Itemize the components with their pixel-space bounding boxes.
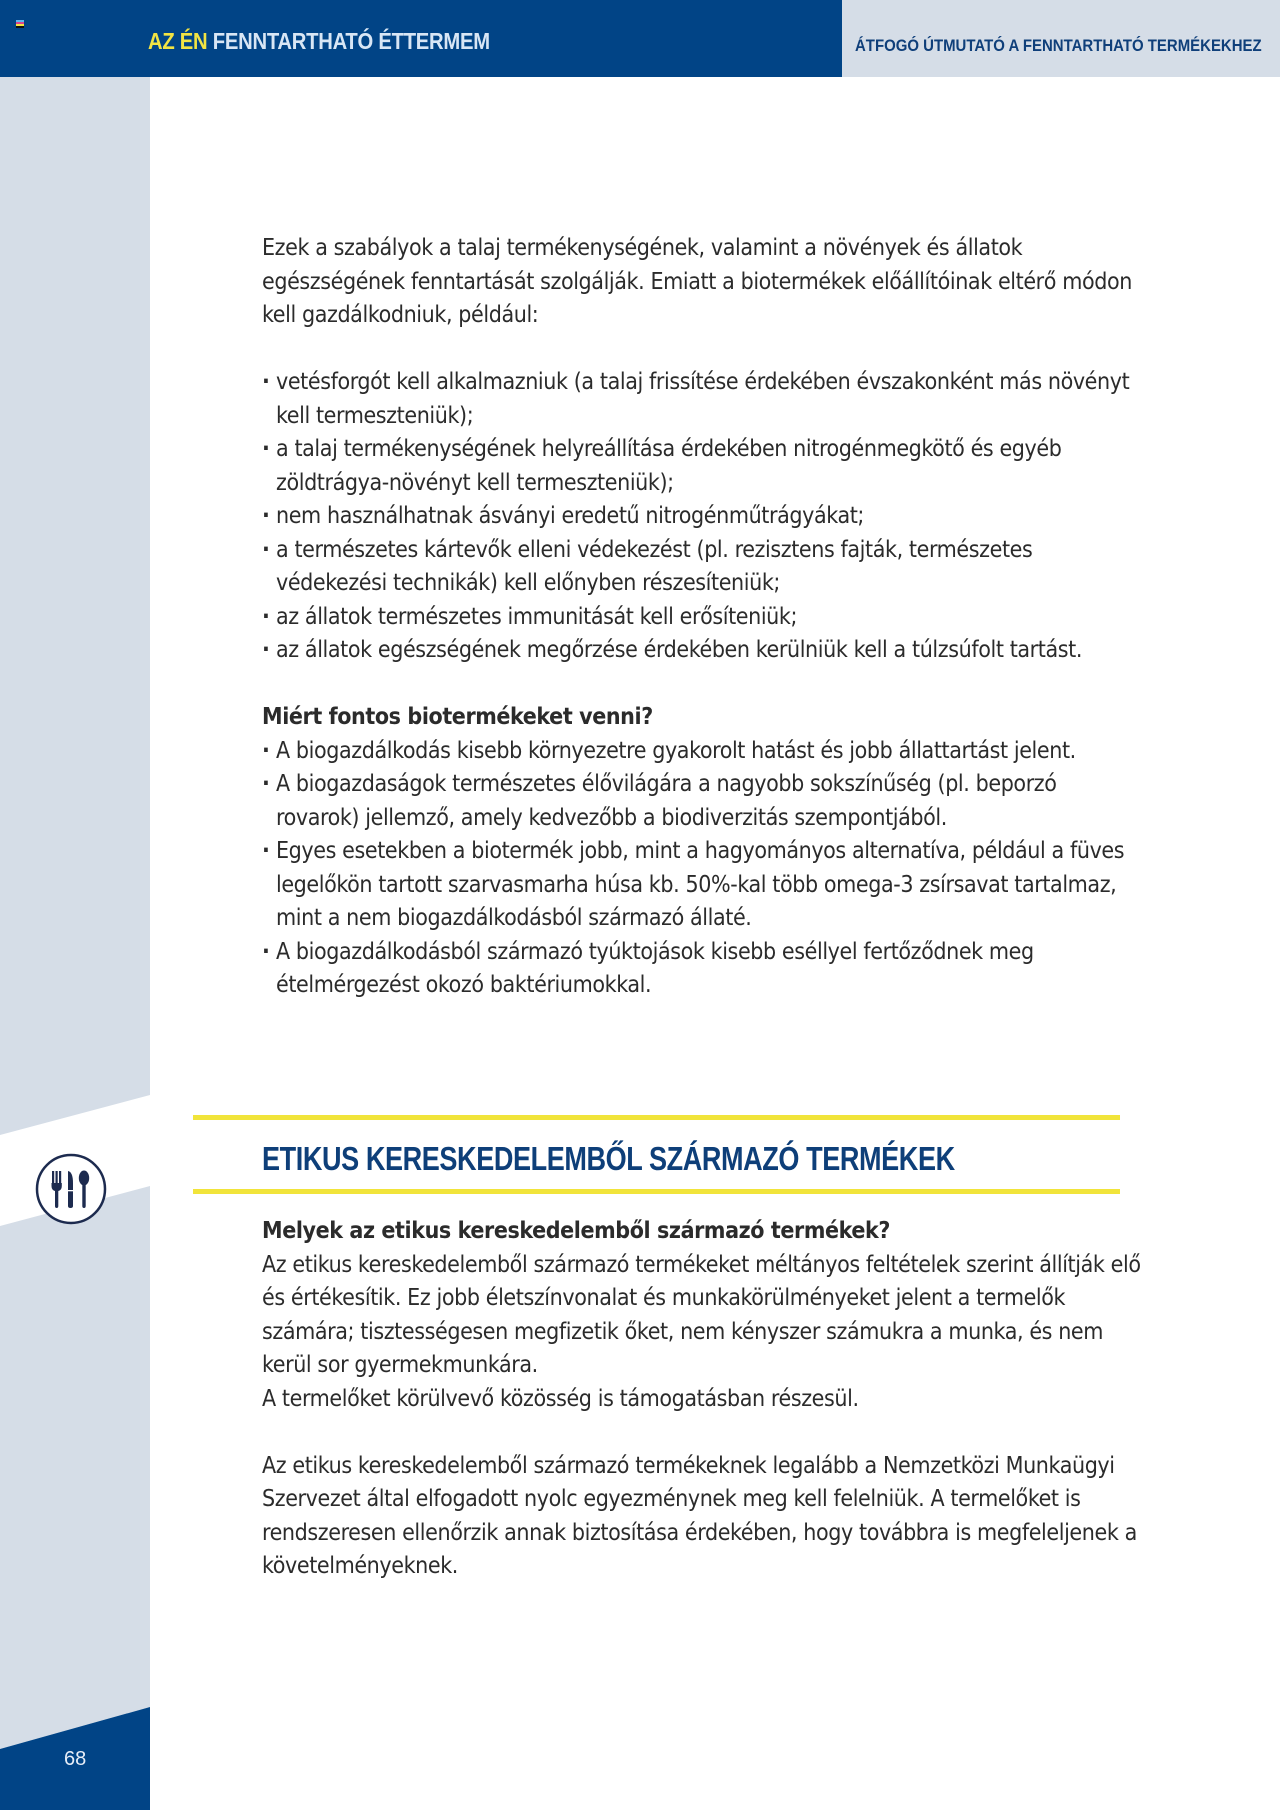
sidebar-decoration — [0, 77, 150, 1810]
publication-title — [148, 28, 490, 55]
publication-title-accent: AZ ÉN — [148, 28, 208, 54]
header-bar — [0, 0, 842, 77]
why-organic-heading: Miért fontos biotermékeket venni? — [262, 704, 653, 730]
ethical-paragraph: Az etikus kereskedelemből származó termékeknek legalább a Nemzetközi Munkaügyi Szervezet által elfogadott nyolc egyezménynek meg kell felelniük. A termelőket is rendszeresen ellenőrzik annak biztosítása érdekében, hogy továbbra is megfeleljenek a követelményeknek. — [262, 1452, 1137, 1579]
section-rule-bottom — [193, 1189, 1120, 1194]
page-number: 68 — [64, 1748, 87, 1770]
ethical-question: Melyek az etikus kereskedelemből származó termékek? — [262, 1218, 890, 1244]
why-organic-list — [262, 735, 1142, 1003]
ethical-paragraph: A termelőket körülvevő közösség is támogatásban részesül. — [262, 1385, 859, 1412]
sidebar-middle-panel — [0, 1186, 150, 1749]
intro-paragraph: Ezek a szabályok a talaj termékenységének, valamint a növények és állatok egészségének fenntartását szolgálják. Emiatt a biotermékek előállítóinak eltérő módon kell gazdálkodniuk, például: — [262, 235, 1132, 328]
list-item: · a talaj termékenységének helyreállítása érdekében nitrogénmegkötő és egyéb zöldtrágya-növényt kell termeszteniük); — [262, 433, 1142, 500]
list-item: · vetésforgót kell alkalmazniuk (a talaj frissítése érdekében évszakonként más növényt kell termeszteniük); — [262, 366, 1142, 433]
list-item: · nem használhatnak ásványi eredetű nitrogénműtrágyákat; — [262, 500, 1142, 534]
main-content — [262, 232, 1142, 1003]
list-item: · A biogazdálkodásból származó tyúktojások kisebb eséllyel fertőződnek meg ételmérgezést okozó baktériumokkal. — [262, 936, 1142, 1003]
list-item: · A biogazdálkodás kisebb környezetre gyakorolt hatást és jobb állattartást jelent. — [262, 735, 1142, 769]
list-item: · A biogazdaságok természetes élővilágára a nagyobb sokszínűség (pl. beporzó rovarok) jellemző, amely kedvezőbb a biodiverzitás szempontjából. — [262, 768, 1142, 835]
ethical-section-content — [262, 1215, 1142, 1584]
section-title: ETIKUS KERESKEDELEMBŐL SZÁRMAZÓ TERMÉKEK — [262, 1140, 955, 1177]
list-item: · a természetes kártevők elleni védekezést (pl. rezisztens fajták, természetes védekezési technikák) kell előnyben részesíteniük; — [262, 534, 1142, 601]
sidebar-upper-panel — [0, 77, 150, 1135]
list-item: · az állatok egészségének megőrzése érdekében kerülniük kell a túlzsúfolt tartást. — [262, 634, 1142, 668]
farming-rules-list — [262, 366, 1142, 668]
color-bar-icon — [16, 20, 24, 28]
list-item: · az állatok természetes immunitását kell erősíteniük; — [262, 601, 1142, 635]
section-rule-top — [193, 1115, 1120, 1120]
list-item: · Egyes esetekben a biotermék jobb, mint a hagyományos alternatíva, például a füves legelőkön tartott szarvasmarha húsa kb. 50%-kal több omega-3 zsírsavat tartalmaz, mint a nem biogazdálkodásból származó állaté. — [262, 835, 1142, 936]
publication-title-rest: FENNTARTHATÓ ÉTTERMEM — [207, 28, 490, 54]
sidebar-shapes — [0, 77, 150, 1810]
ethical-paragraph: Az etikus kereskedelemből származó termékeket méltányos feltételek szerint állítják elő és értékesítik. Ez jobb életszínvonalat és munkakörülményeket jelent a termelők számára; tisztességesen megfizetik őket, nem kényszer számukra a munka, és nem kerül sor gyermekmunkára. — [262, 1251, 1141, 1378]
cutlery-icon — [35, 1153, 107, 1225]
publication-subtitle: ÁTFOGÓ ÚTMUTATÓ A FENNTARTHATÓ TERMÉKEKHEZ — [855, 36, 1262, 55]
